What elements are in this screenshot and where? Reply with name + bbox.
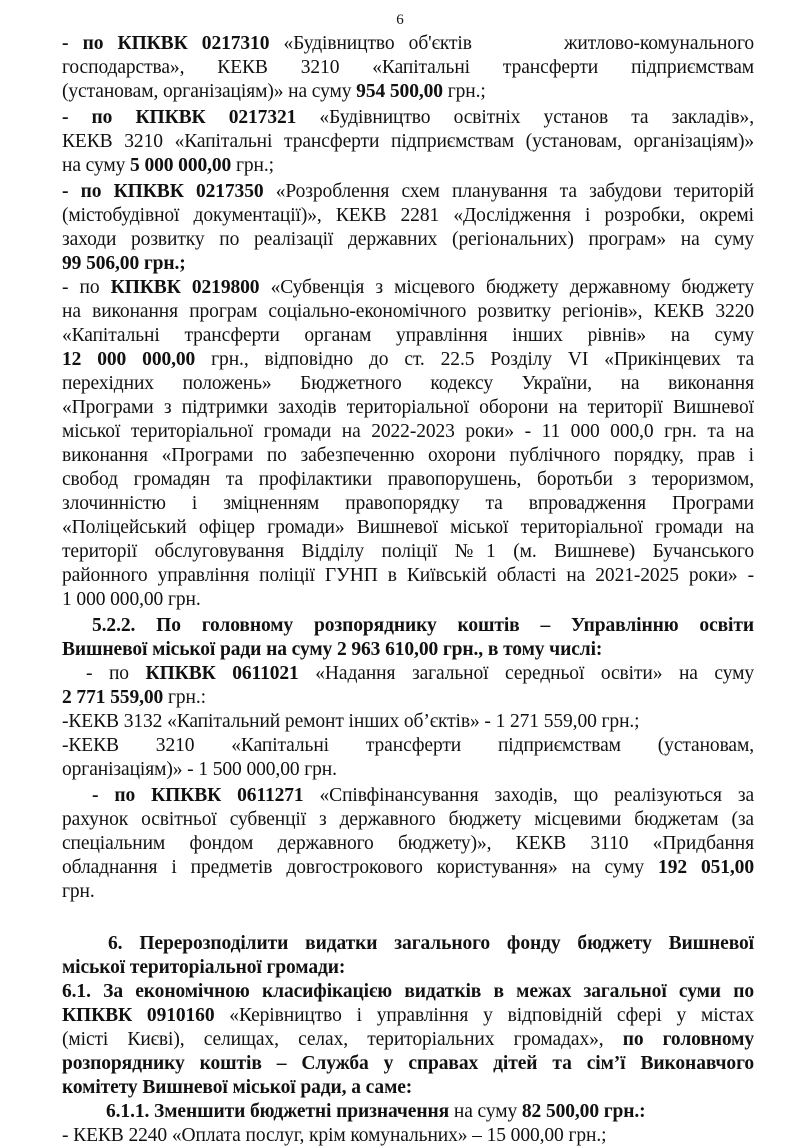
text-line: перехідних положень» Бюджетного кодексу України, на виконання [62,373,754,394]
text-line: на суму 5 000 000,00 грн.; [62,155,274,176]
text-line: свобод громадян та профілактики правопорушень, боротьби з тероризмом, [62,469,754,490]
text-line: злочинністю і зміцненням правопорядку та впровадження Програми [62,493,754,514]
text-line: спеціальним фондом державного бюджету)», КЕКВ 3110 «Придбання [62,833,754,854]
page-number: 6 [396,12,404,28]
text-line: виконання «Програми по забезпеченню охорони публічного порядку, прав і [62,445,754,466]
text-line: території обслуговування Відділу поліції №1 (м. Вишневе) Бучанського [62,541,754,562]
section-heading: Вишневої міської ради на суму 2 963 610,00 грн., в тому числі: [62,639,603,660]
text-line: комітету Вишневої міської ради, а саме: [62,1077,413,1098]
text-line: 12 000 000,00 грн., відповідно до ст. 22.5 Розділу VI «Прикінцевих та [62,349,755,370]
text-line: рахунок освітньої субвенції з державного бюджету місцевими бюджетам (за [62,809,754,830]
text-line: грн. [62,881,95,902]
text-line: - по КПКВК 0611021 «Надання загальної середньої освіти» на суму [86,663,754,684]
text-line: (установам, організаціям)» на суму 954 500,00 грн.; [62,81,486,102]
text-line: 2 771 559,00 грн.: [62,687,206,708]
text-line: на виконання програм соціально-економічного розвитку регіонів», КЕКВ 3220 [62,301,754,322]
text-line: (місті Києві), селищах, селах, територіальних громадах», по головному [62,1029,755,1050]
text-line: - по КПКВК 0217310 «Будівництво об'єктів житлово-комунального [62,33,755,54]
section-heading: 5.2.2. По головному розпоряднику коштів – Управлінню освіти [92,615,754,636]
text-line: - по КПКВК 0217321 «Будівництво освітніх установ та закладів», [62,107,754,128]
text-line: обладнання і предметів довгострокового користування» на суму 192 051,00 [62,857,754,878]
text-line: господарства», КЕКВ 3210 «Капітальні трансферти підприємствам [62,57,754,78]
text-line: заходи розвитку по реалізації державних (регіональних) програм» на суму [62,229,754,250]
text-line: 6.1. За економічною класифікацією видатків в межах загальної суми по [62,981,754,1002]
text-line: -КЕКВ 3210 «Капітальні трансферти підприємствам (установам, [62,735,754,756]
section-heading: 6. Перерозподілити видатки загального фонду бюджету Вишневої [108,933,754,954]
text-line: - КЕКВ 2240 «Оплата послуг, крім комунальних» – 15 000,00 грн.; [62,1125,607,1146]
text-line: розпоряднику коштів – Служба у справах дітей та сім’ї Виконавчого [62,1053,754,1074]
subsection-heading: 6.1.1. Зменшити бюджетні призначення на суму 82 500,00 грн.: [106,1101,646,1122]
text-line: - по КПКВК 0219800 «Субвенція з місцевого бюджету державному бюджету [62,277,754,298]
text-line: 99 506,00 грн.; [62,253,186,274]
text-line: КПКВК 0910160 «Керівництво і управління у відповідній сфері у містах [62,1005,754,1026]
text-line: - по КПКВК 0217350 «Розроблення схем планування та забудови територій [62,181,754,202]
text-line: «Програми з підтримки заходів територіальної оборони на території Вишневої [62,397,754,418]
section-heading: міської територіальної громади: [62,957,346,978]
text-line: «Поліцейський офіцер громади» Вишневої міської територіальної громади на [62,517,754,538]
text-line: міської територіальної громади на 2022-2023 роки» - 11 000 000,0 грн. та на [62,421,754,442]
text-line: районного управління поліції ГУНП в Київській області на 2021-2025 роки» - [62,565,754,586]
text-line: -КЕКВ 3132 «Капітальний ремонт інших об’єктів» - 1 271 559,00 грн.; [62,711,640,732]
text-line: - по КПКВК 0611271 «Співфінансування заходів, що реалізуються за [92,785,755,806]
text-line: 1 000 000,00 грн. [62,589,201,610]
text-line: КЕКВ 3210 «Капітальні трансферти підприємствам (установам, організаціям)» [62,131,754,152]
text-line: організаціям)» - 1 500 000,00 грн. [62,759,337,780]
text-line: (містобудівної документації)», КЕКВ 2281 «Дослідження і розробки, окремі [62,205,754,226]
text-line: «Капітальні трансферти органам управління інших рівнів» на суму [62,325,754,346]
